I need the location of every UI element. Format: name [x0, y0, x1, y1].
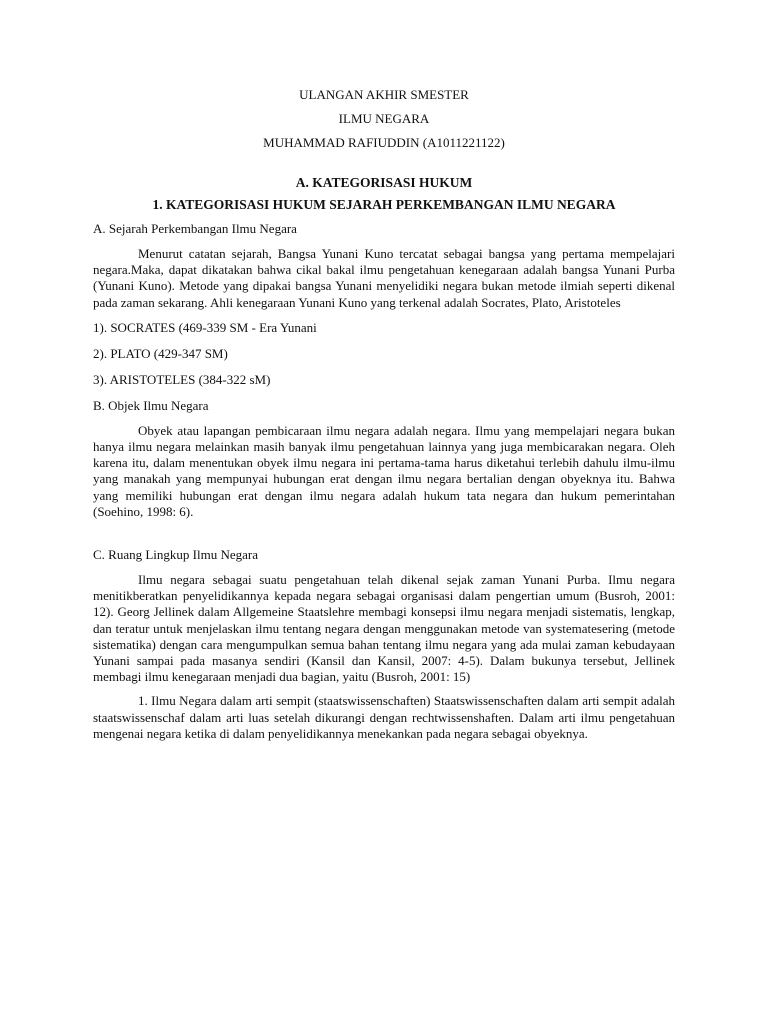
- course-title: ILMU NEGARA: [338, 111, 430, 126]
- document-body: [93, 86, 675, 742]
- list-item-plato: 2). PLATO (429-347 SM): [93, 345, 228, 361]
- part-a-paragraph: Menurut catatan sejarah, Bangsa Yunani Kuno tercatat sebagai bangsa yang pertama mempelajari negara.Maka, dapat dikatakan bahwa cikal bakal ilmu pengetahuan kenegaraan adalah bangsa Yunani Purba (Yunani Kuno). Metode yang dipakai bangsa Yunani menyelidiki negara bukan metode ilmiah seperti dikenal pada zaman sekarang. Ahli kenegaraan Yunani Kuno yang terkenal adalah Socrates, Plato, Aristoteles: [93, 246, 675, 310]
- part-c-paragraph-1: Ilmu negara sebagai suatu pengetahuan telah dikenal sejak zaman Yunani Purba. Ilmu negara menitikberatkan penyelidikannya kepada negara sebagai organisasi dalam pengertian umum (Busroh, 2001: 12). Georg Jellinek dalam Allgemeine Staatslehre membagi konsepsi ilmu negara menjadi sistematis, lengkap, dan teratur untuk menjelaskan ilmu tentang negara dengan menggunakan metode van systematesering (metode sistematika) dengan cara mengumpulkan semua bahan tentang ilmu negara yang ada mulai zaman kebudayaan Yunani sampai pada masanya sendiri (Kansil dan Kansil, 2007: 4-5). Dalam bukunya tersebut, Jellinek membagi ilmu kenegaraan menjadi dua bagian, yaitu (Busroh, 2001: 15): [93, 572, 675, 685]
- list-item-socrates: 1). SOCRATES (469-339 SM - Era Yunani: [93, 319, 317, 335]
- part-a-heading: A. Sejarah Perkembangan Ilmu Negara: [93, 221, 297, 236]
- student-name: MUHAMMAD RAFIUDDIN (A1011221122): [263, 135, 505, 150]
- section-a-subtitle: 1. KATEGORISASI HUKUM SEJARAH PERKEMBANGAN ILMU NEGARA: [152, 197, 616, 212]
- part-c-heading: C. Ruang Lingkup Ilmu Negara: [93, 547, 258, 563]
- part-c-paragraph-2: 1. Ilmu Negara dalam arti sempit (staatswissenschaften) Staatswissenschaften dalam arti sempit adalah staatswissenschaf dalam arti luas setelah dikurangi dengan rechtwissenshaften. Dalam arti ilmu pengetahuan mengenai negara ketika di dalam penyelidikannya menekankan pada negara sebagai obyeknya.: [93, 693, 675, 741]
- list-item-aristoteles: 3). ARISTOTELES (384-322 sM): [93, 371, 271, 387]
- part-b-paragraph: Obyek atau lapangan pembicaraan ilmu negara adalah negara. Ilmu yang mempelajari negara bukan hanya ilmu negara melainkan masih banyak ilmu pengetahuan lainnya yang juga membicarakan negara. Oleh karena itu, dalam menentukan obyek ilmu negara ini pertama-tama harus diketahui terlebih dahulu ilmu-ilmu yang manakah yang mempunyai hubungan erat dengan ilmu negara bertalian dengan obyeknya itu. Bahwa yang memiliki hubungan erat dengan ilmu negara adalah hukum tata negara dan hukum pemerintahan (Soehino, 1998: 6).: [93, 422, 675, 519]
- part-b-heading: B. Objek Ilmu Negara: [93, 397, 209, 413]
- exam-title: ULANGAN AKHIR SMESTER: [299, 87, 469, 102]
- section-a-title: A. KATEGORISASI HUKUM: [295, 175, 473, 190]
